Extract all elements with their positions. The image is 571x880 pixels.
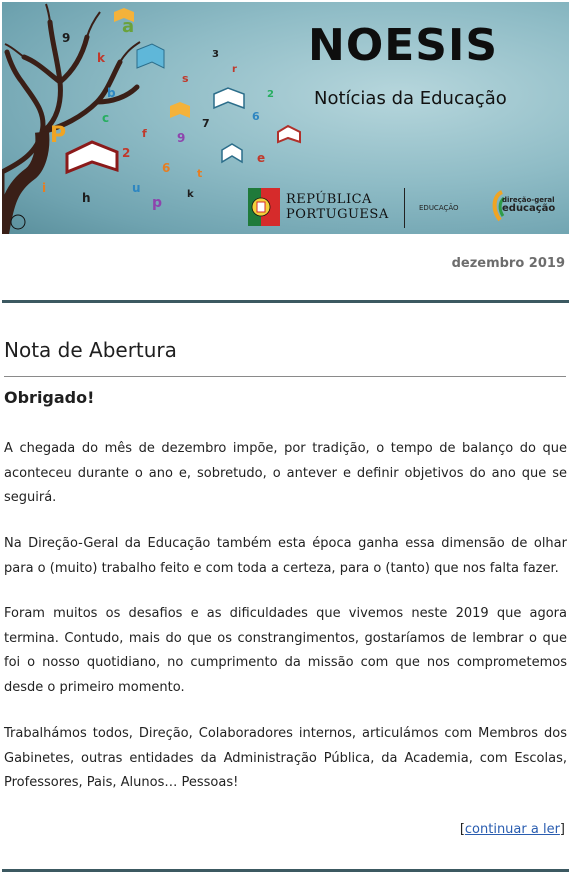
dge-label-small: direção-geral <box>502 196 555 204</box>
newsletter-banner <box>2 2 569 234</box>
continue-reading <box>460 822 565 837</box>
svg-text:2: 2 <box>267 89 274 100</box>
portugal-coat-of-arms-icon <box>248 188 280 226</box>
section-title-underline <box>4 376 566 377</box>
section-divider-bottom <box>2 869 569 872</box>
svg-text:p: p <box>152 195 163 211</box>
svg-text:2: 2 <box>122 146 131 160</box>
newsletter-title: NOESIS <box>308 20 499 71</box>
svg-text:e: e <box>257 151 266 165</box>
section-divider-top <box>2 300 569 303</box>
svg-text:9: 9 <box>177 131 186 145</box>
svg-text:t: t <box>197 167 203 180</box>
svg-text:3: 3 <box>212 49 219 60</box>
svg-text:h: h <box>82 191 91 205</box>
svg-text:9: 9 <box>62 31 71 45</box>
svg-text:i: i <box>42 181 47 195</box>
dge-label-big: educação <box>502 203 556 214</box>
svg-text:7: 7 <box>202 117 210 130</box>
republica-portuguesa-logo <box>248 188 389 226</box>
logo-divider <box>404 188 405 228</box>
article-paragraph-1: A chegada do mês de dezembro impõe, por tradição, o tempo de balanço do que aconteceu durante o ano e, sobretudo, o antever e definir objetivos do ano que se seguirá. <box>4 441 567 505</box>
svg-text:u: u <box>132 181 141 195</box>
article-headline: Obrigado! <box>4 388 95 407</box>
svg-text:6: 6 <box>162 161 171 175</box>
ministry-label: EDUCAÇÃO <box>419 204 459 212</box>
svg-text:a: a <box>122 16 135 37</box>
svg-text:k: k <box>97 51 105 65</box>
svg-text:6: 6 <box>252 110 260 123</box>
article-paragraph-3: Foram muitos os desafios e as dificuldades que vivemos neste 2019 que agora termina. Contudo, mais do que os constrangimentos, gostaríamos de lembrar o que foi o nosso quotidiano, no cumprimento da missão com que nos comprometemos desde o primeiro momento. <box>4 606 567 695</box>
newsletter-subtitle: Notícias da Educação <box>314 88 507 109</box>
svg-text:r: r <box>232 64 237 75</box>
gov-logo-line2: PORTUGUESA <box>286 207 389 222</box>
svg-text:P: P <box>50 123 67 148</box>
continue-bracket-open: [ <box>459 822 465 837</box>
section-title: Nota de Abertura <box>4 338 177 362</box>
svg-text:k: k <box>187 189 194 200</box>
article-paragraph-2: Na Direção-Geral da Educação também esta época ganha essa dimensão de olhar para o (muito) trabalho feito e com toda a certeza, para o (tanto) que nos falta fazer. <box>4 536 567 576</box>
dge-logo-text <box>502 196 555 214</box>
svg-text:b: b <box>107 86 116 100</box>
continue-bracket-close: ] <box>559 822 565 837</box>
svg-text:c: c <box>102 111 110 125</box>
gov-logo-line1: REPÚBLICA <box>286 192 372 207</box>
flying-books <box>67 8 300 172</box>
svg-text:f: f <box>142 127 147 140</box>
svg-text:s: s <box>182 72 189 85</box>
article-paragraph-4: Trabalhámos todos, Direção, Colaboradores internos, articulámos com Membros dos Gabinetes, outras entidades da Administração Pública, da Academia, com Escolas, Professores, Pais, Alunos… Pessoas! <box>4 726 567 790</box>
issue-date: dezembro 2019 <box>451 256 565 271</box>
continue-reading-link[interactable]: continuar a ler <box>464 822 560 837</box>
